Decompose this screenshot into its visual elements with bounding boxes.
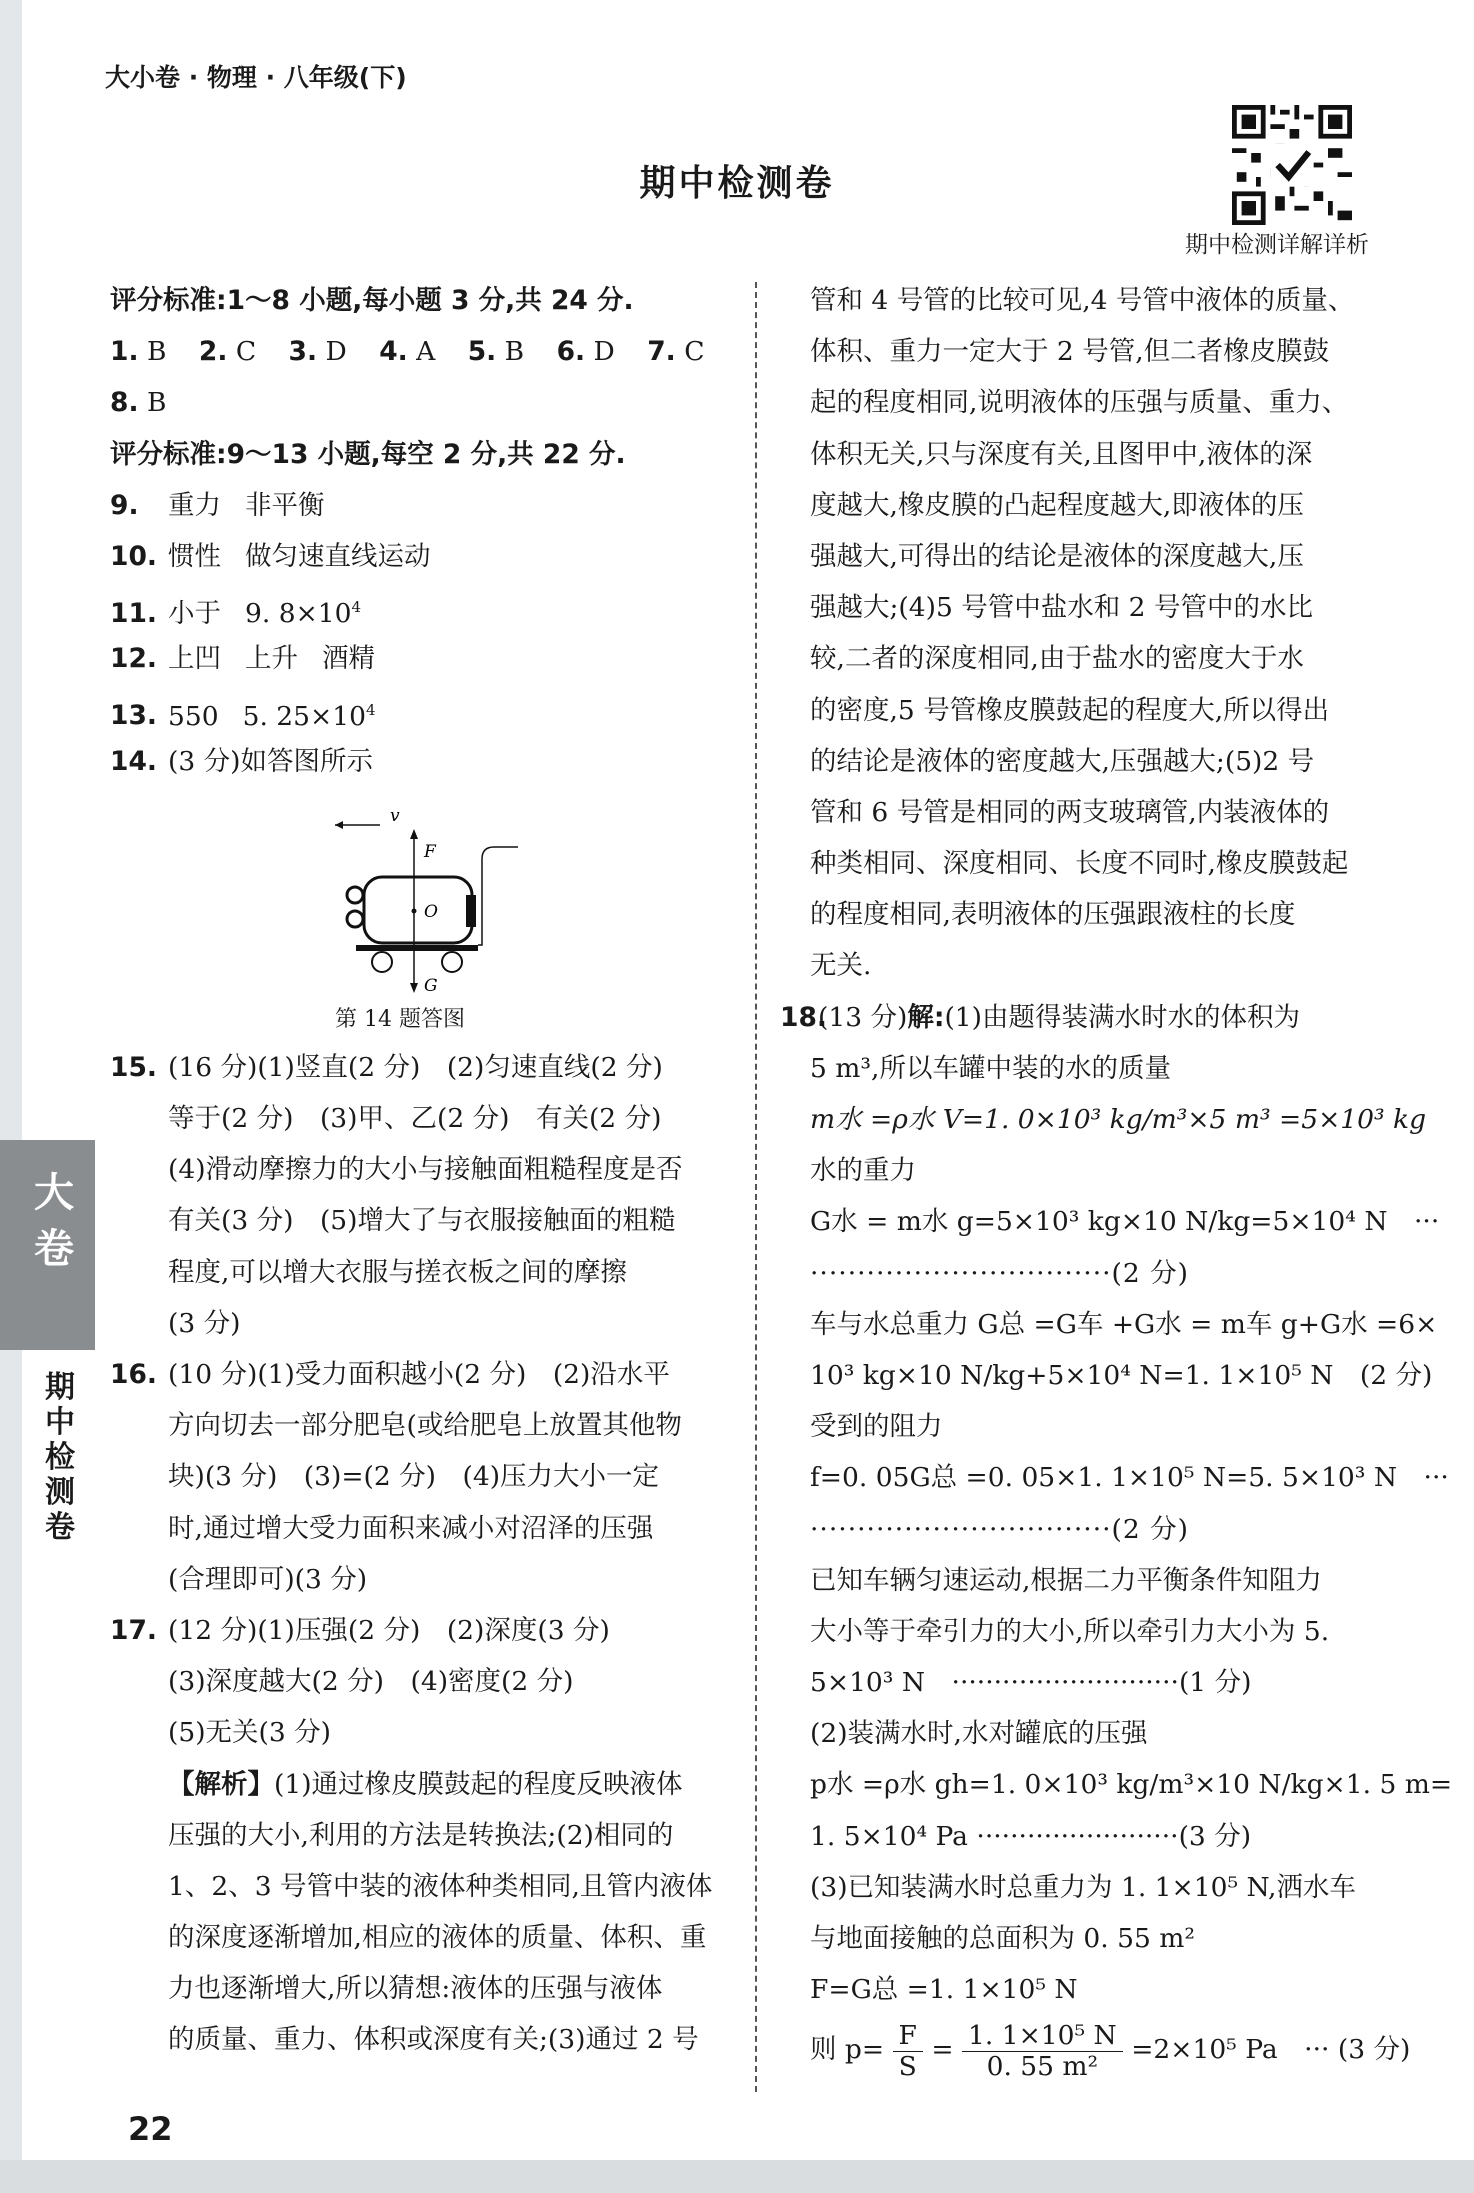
breadcrumb: 大小卷 · 物理 · 八年级(下) xyxy=(105,63,407,92)
score-dots: ································(2 分) xyxy=(810,1257,1190,1289)
velocity-arrow-icon xyxy=(335,821,343,829)
analysis-cont-line: 种类相同、深度相同、长度不同时,橡皮膜鼓起 xyxy=(810,848,1349,880)
page-number: 22 xyxy=(128,2110,173,2148)
score-dots: ································(2 分) xyxy=(810,1513,1190,1545)
answer-13: 13. 550 5. $25\times 10^4$ xyxy=(110,700,376,732)
analysis-cont-line: 强越大;(4)5 号管中盐水和 2 号管中的水比 xyxy=(810,592,1313,624)
analysis-start: 【解析】(1)通过橡皮膜鼓起的程度反映液体 xyxy=(168,1768,683,1800)
analysis-cont-line: 强越大,可得出的结论是液体的深度越大,压 xyxy=(810,540,1304,572)
truck-chassis xyxy=(356,945,478,951)
answer-15-line: 等于(2 分) (3)甲、乙(2 分) 有关(2 分) xyxy=(168,1103,662,1135)
analysis-cont-line: 的结论是液体的密度越大,压强越大;(5)2 号 xyxy=(810,745,1315,777)
velocity-label: v xyxy=(390,806,400,826)
figure-14 xyxy=(110,787,740,1042)
page-edge-strip xyxy=(0,0,22,2193)
answer-14: 14. (3 分)如答图所示 xyxy=(110,745,373,777)
analysis-cont-line: 起的程度相同,说明液体的压强与质量、重力、 xyxy=(810,387,1349,419)
answer-11: 11. 小于 9. $8\times 10^4$ xyxy=(110,597,362,629)
answer-16-line: 时,通过增大受力面积来减小对沼泽的压强 xyxy=(168,1512,654,1544)
answer-16-line: 块)(3 分) (3)=(2 分) (4)压力大小一定 xyxy=(168,1461,660,1493)
solution-formula: F=G总 =1. 1×10⁵ N xyxy=(810,1974,1078,2006)
grading-standard-2: 评分标准:9～13 小题,每空 2 分,共 22 分. xyxy=(110,438,626,470)
answer-12: 12. 上凹 上升 酒精 xyxy=(110,643,375,675)
solution-line: 受到的阻力 xyxy=(810,1411,943,1443)
column-divider xyxy=(755,282,757,2092)
right-column xyxy=(780,275,1453,2085)
answer-16-line: 方向切去一部分肥皂(或给肥皂上放置其他物 xyxy=(168,1410,682,1442)
solution-fraction-line: 则 p= $\frac{F}{S}$ = $\frac{\text{1. 1×10⁵ N}}{\text{0. 55 m²}}$ =2×10⁵ Pa ··· (3 分) xyxy=(810,2019,1411,2082)
analysis-cont-line: 度越大,橡皮膜的凸起程度越大,即液体的压 xyxy=(810,489,1304,521)
analysis-cont-line: 管和 6 号管是相同的两支玻璃管,内装液体的 xyxy=(810,796,1330,828)
answer-15-line: (4)滑动摩擦力的大小与接触面粗糙程度是否 xyxy=(168,1154,683,1186)
answer-18: 18.(13 分)解:(1)由题得装满水时水的体积为 xyxy=(780,1001,1300,1033)
solution-line: 5 m³,所以车罐中装的水的质量 xyxy=(810,1052,1171,1084)
answer-16-line: (合理即可)(3 分) xyxy=(168,1563,368,1595)
page-title: 期中检测卷 xyxy=(639,163,835,204)
answer-10: 10. 惯性 做匀速直线运动 xyxy=(110,540,431,572)
analysis-line: 1、2、3 号管中装的液体种类相同,且管内液体 xyxy=(168,1870,713,1902)
solution-line: 5×10³ N ···························(1 分) xyxy=(810,1667,1252,1699)
svg-text:F: F xyxy=(424,841,436,862)
force-F-arrow-icon xyxy=(410,829,418,839)
answer-17-line: (5)无关(3 分) xyxy=(168,1717,331,1749)
answer-15: 15. (16 分)(1)竖直(2 分) (2)匀速直线(2 分) xyxy=(110,1051,663,1083)
side-tab-text: 大 卷 xyxy=(34,1170,74,1272)
analysis-cont-line: 的程度相同,表明液体的压强跟液柱的长度 xyxy=(810,899,1296,931)
analysis-line: 的深度逐渐增加,相应的液体的质量、体积、重 xyxy=(168,1922,707,1954)
solution-formula: G水 = m水 g=5×10³ kg×10 N/kg=5×10⁴ N ··· xyxy=(810,1206,1440,1238)
force-diagram xyxy=(310,807,550,997)
fraction-F-over-S: $\frac{F}{S}$ xyxy=(893,2021,923,2082)
svg-text:G: G xyxy=(424,975,438,996)
answer-9: 9. 重力 非平衡 xyxy=(110,489,325,521)
answer-17: 17. (12 分)(1)压强(2 分) (2)深度(3 分) xyxy=(110,1614,610,1646)
solution-formula: 10³ kg×10 N/kg+5×10⁴ N=1. 1×10⁵ N (2 分) xyxy=(810,1359,1433,1391)
solution-line: 已知车辆匀速运动,根据二力平衡条件知阻力 xyxy=(810,1564,1322,1596)
mc-answers-row-2: 8. B xyxy=(110,387,167,419)
grading-standard-1: 评分标准:1～8 小题,每小题 3 分,共 24 分. xyxy=(110,285,634,316)
solution-formula: 车与水总重力 G总 =G车 +G水 = m车 g+G水 =6× xyxy=(810,1308,1438,1340)
solution-line: 水的重力 xyxy=(810,1155,916,1187)
solution-line: (2)装满水时,水对罐底的压强 xyxy=(810,1718,1148,1750)
analysis-cont-line: 体积无关,只与深度有关,且图甲中,液体的深 xyxy=(810,438,1313,470)
analysis-cont-line: 体积、重力一定大于 2 号管,但二者橡皮膜鼓 xyxy=(810,336,1330,368)
qr-code-icon[interactable] xyxy=(1232,105,1352,225)
answer-16: 16. (10 分)(1)受力面积越小(2 分) (2)沿水平 xyxy=(110,1359,670,1390)
analysis-cont-line: 管和 4 号管的比较可见,4 号管中液体的质量、 xyxy=(810,285,1355,316)
answer-15-line: (3 分) xyxy=(168,1307,241,1339)
fraction-value: $\frac{\text{1. 1×10⁵ N}}{\text{0. 55 m²}}$ xyxy=(962,2021,1123,2082)
analysis-cont-line: 无关. xyxy=(810,950,872,982)
solution-formula: p水 =ρ水 gh=1. 0×10³ kg/m³×10 N/kg×1. 5 m= xyxy=(810,1769,1453,1801)
analysis-cont-line: 的密度,5 号管橡皮膜鼓起的程度大,所以得出 xyxy=(810,694,1330,726)
figure-caption: 第 14 题答图 xyxy=(335,1006,465,1032)
solution-formula: f=0. 05G总 =0. 05×1. 1×10⁵ N=5. 5×10³ N ··· xyxy=(810,1462,1449,1494)
solution-line: 大小等于牵引力的大小,所以牵引力大小为 5. xyxy=(810,1615,1330,1647)
bottom-strip xyxy=(0,2160,1474,2193)
analysis-line: 的质量、重力、体积或深度有关;(3)通过 2 号 xyxy=(168,2024,699,2056)
qr-caption: 期中检测详解详析 xyxy=(1185,232,1369,258)
svg-text:O: O xyxy=(424,901,438,922)
answer-15-line: 有关(3 分) (5)增大了与衣服接触面的粗糙 xyxy=(168,1205,676,1237)
answer-15-line: 程度,可以增大衣服与搓衣板之间的摩擦 xyxy=(168,1256,627,1288)
wheel-left xyxy=(372,952,392,972)
solution-formula: m水 =ρ水 V=1. 0×10³ kg/m³×5 m³ =5×10³ kg xyxy=(810,1104,1427,1135)
analysis-cont-line: 较,二者的深度相同,由于盐水的密度大于水 xyxy=(810,643,1304,675)
tank-body xyxy=(364,877,472,943)
analysis-line: 力也逐渐增大,所以猜想:液体的压强与液体 xyxy=(168,1973,663,2005)
solution-line: 与地面接触的总面积为 0. 55 m² xyxy=(810,1923,1196,1954)
mc-answers-row-1: 1. B 2. C 3. D 4. A 5. B 6. D 7. C xyxy=(110,336,705,368)
left-column xyxy=(110,275,740,2066)
answer-17-line: (3)深度越大(2 分) (4)密度(2 分) xyxy=(168,1666,574,1698)
solution-line: 1. 5×10⁴ Pa ························(3 分) xyxy=(810,1820,1252,1852)
force-G-arrow-icon xyxy=(410,983,418,993)
solution-line: (3)已知装满水时总重力为 1. 1×10⁵ N,洒水车 xyxy=(810,1871,1356,1903)
wheel-right xyxy=(442,952,462,972)
analysis-line: 压强的大小,利用的方法是转换法;(2)相同的 xyxy=(168,1819,674,1851)
side-tab-label: 期中检测卷 xyxy=(45,1370,75,1545)
